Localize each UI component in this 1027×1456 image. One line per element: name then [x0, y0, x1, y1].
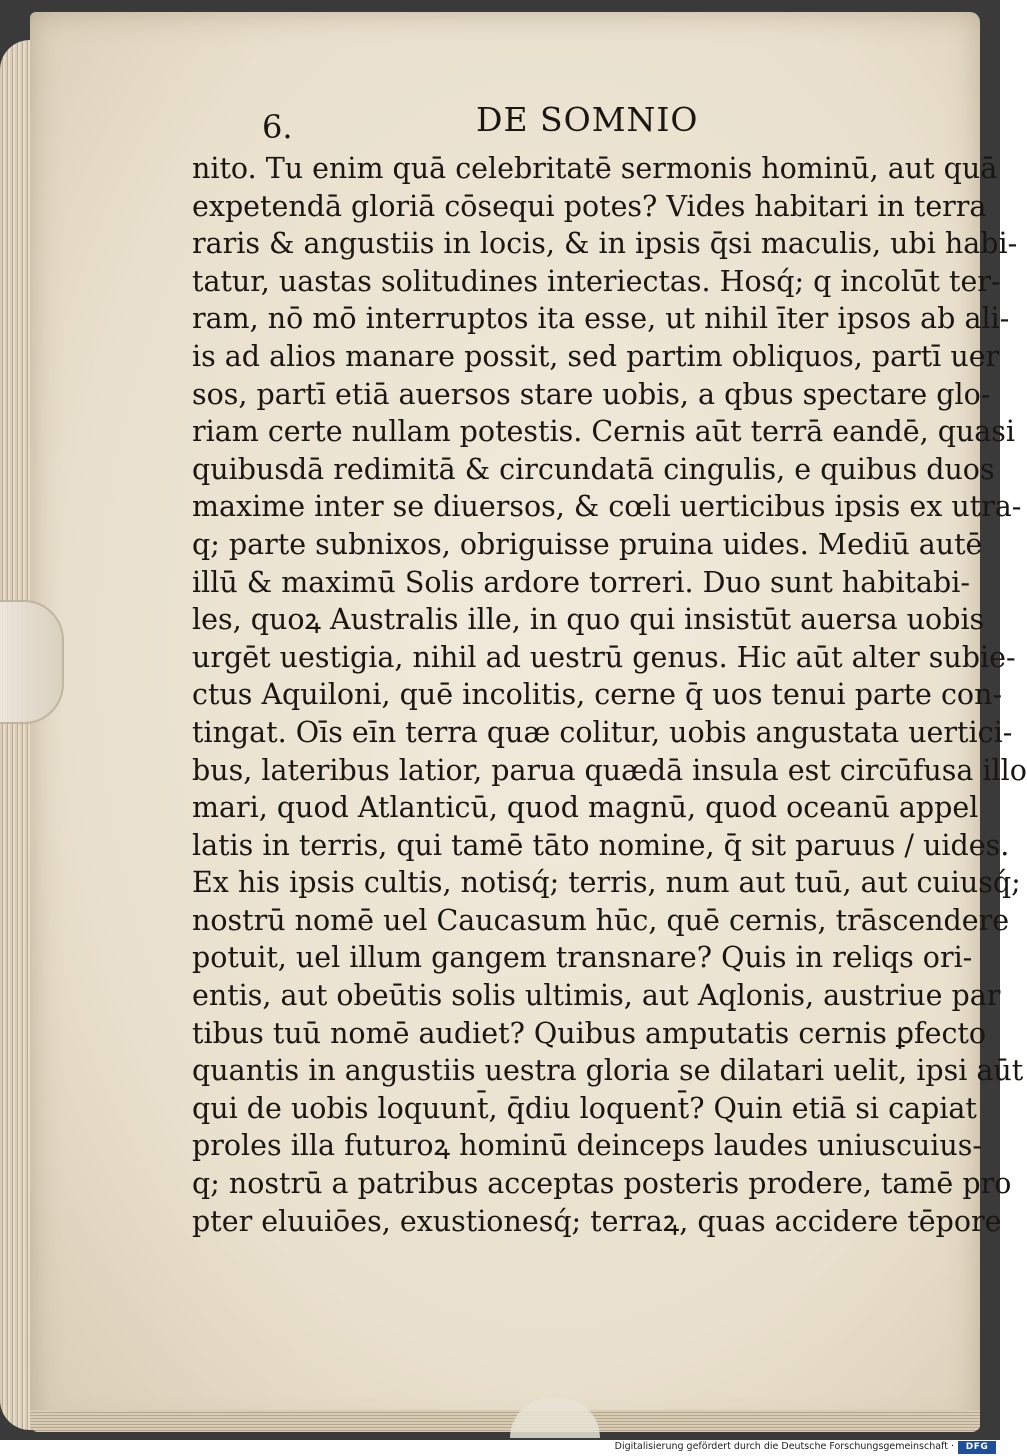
dfg-logo: DFG [958, 1441, 996, 1454]
text-line: entis, aut obeūtis solis ultimis, aut Aqlonis, austriue par [192, 979, 1001, 1013]
text-line: illū & maximū Solis ardore torreri. Duo sunt habitabi- [192, 565, 970, 599]
text-line: maxime inter se diuersos, & cœli uerticibus ipsis ex utra- [192, 490, 1022, 524]
text-line: pter eluuiōes, exustionesq́; terraꝝ, quas accidere tēpore [192, 1204, 1002, 1238]
text-line: is ad alios manare possit, sed partim obliquos, partī uer [192, 339, 1000, 373]
text-line: sos, partī etiā auersos stare uobis, a qbus spectare glo- [192, 377, 991, 411]
footer-bar [0, 1440, 1000, 1456]
text-line: bus, lateribus latior, parua quædā insula est circūfusa illo [192, 753, 1027, 787]
text-line: nostrū nomē uel Caucasum hūc, quē cernis, trāscendere [192, 903, 1010, 937]
running-head: DE SOMNIO [476, 100, 699, 139]
text-line: tatur, uastas solitudines interiectas. Hosq́; q incolūt ter- [192, 264, 1001, 298]
text-line: potuit, uel illum gangem transnare? Quis in reliqs ori- [192, 941, 973, 975]
text-line: riam certe nullam potestis. Cernis aūt terrā eandē, quasi [192, 415, 1016, 449]
funding-notice: Digitalisierung gefördert durch die Deutsche Forschungsgemeinschaft · [614, 1441, 954, 1452]
text-line: raris & angustiis in locis, & in ipsis q̄si maculis, ubi habi- [192, 227, 1018, 261]
text-line: quibusdā redimitā & circundatā cingulis, e quibus duos [192, 452, 995, 486]
text-line: urgēt uestigia, nihil ad uestrū genus. Hic aūt alter subie- [192, 640, 1016, 674]
text-line: q; parte subnixos, obriguisse pruina uides. Mediū autē [192, 527, 983, 561]
text-line: les, quoꝝ Australis ille, in quo qui insistūt auersa uobis [192, 603, 985, 637]
text-line: tingat. Oīs eīn terra quæ colitur, uobis angustata uertici- [192, 715, 1013, 749]
text-line: qui de uobis loquunt̄, q̄diu loquent̄? Quin etiā si capiat [192, 1091, 977, 1125]
text-block [192, 150, 1027, 1240]
text-line: latis in terris, qui tamē tāto nomine, q̄ sit paruus / uides. [192, 828, 1010, 862]
text-line: tibus tuū nomē audiet? Quibus amputatis cernis ꝑfecto [192, 1016, 987, 1050]
text-line: ram, nō mō interruptos ita esse, ut nihil īter ipsos ab ali- [192, 302, 1010, 336]
text-line: Ex his ipsis cultis, notisq́; terris, num aut tuū, aut cuiusq́; [192, 866, 1021, 900]
text-line: nito. Tu enim quā celebritatē sermonis hominū, aut quā [192, 152, 998, 185]
book-bottom-edge [30, 1410, 980, 1432]
text-line: ctus Aquiloni, quē incolitis, cerne q̄ uos tenui parte con- [192, 678, 1003, 712]
text-line: mari, quod Atlanticū, quod magnū, quod oceanū appel [192, 791, 979, 825]
text-line: quantis in angustiis uestra gloria se dilatari uelit, ipsi aūt [192, 1054, 1024, 1088]
page-number: 6. [262, 108, 293, 146]
text-line: expetendā gloriā cōsequi potes? Vides habitari in terra [192, 189, 987, 223]
text-line: proles illa futuroꝝ hominū deinceps laudes uniuscuius- [192, 1129, 982, 1163]
page-clip [0, 600, 64, 724]
text-line: q; nostrū a patribus acceptas posteris prodere, tamē pro [192, 1167, 1012, 1201]
